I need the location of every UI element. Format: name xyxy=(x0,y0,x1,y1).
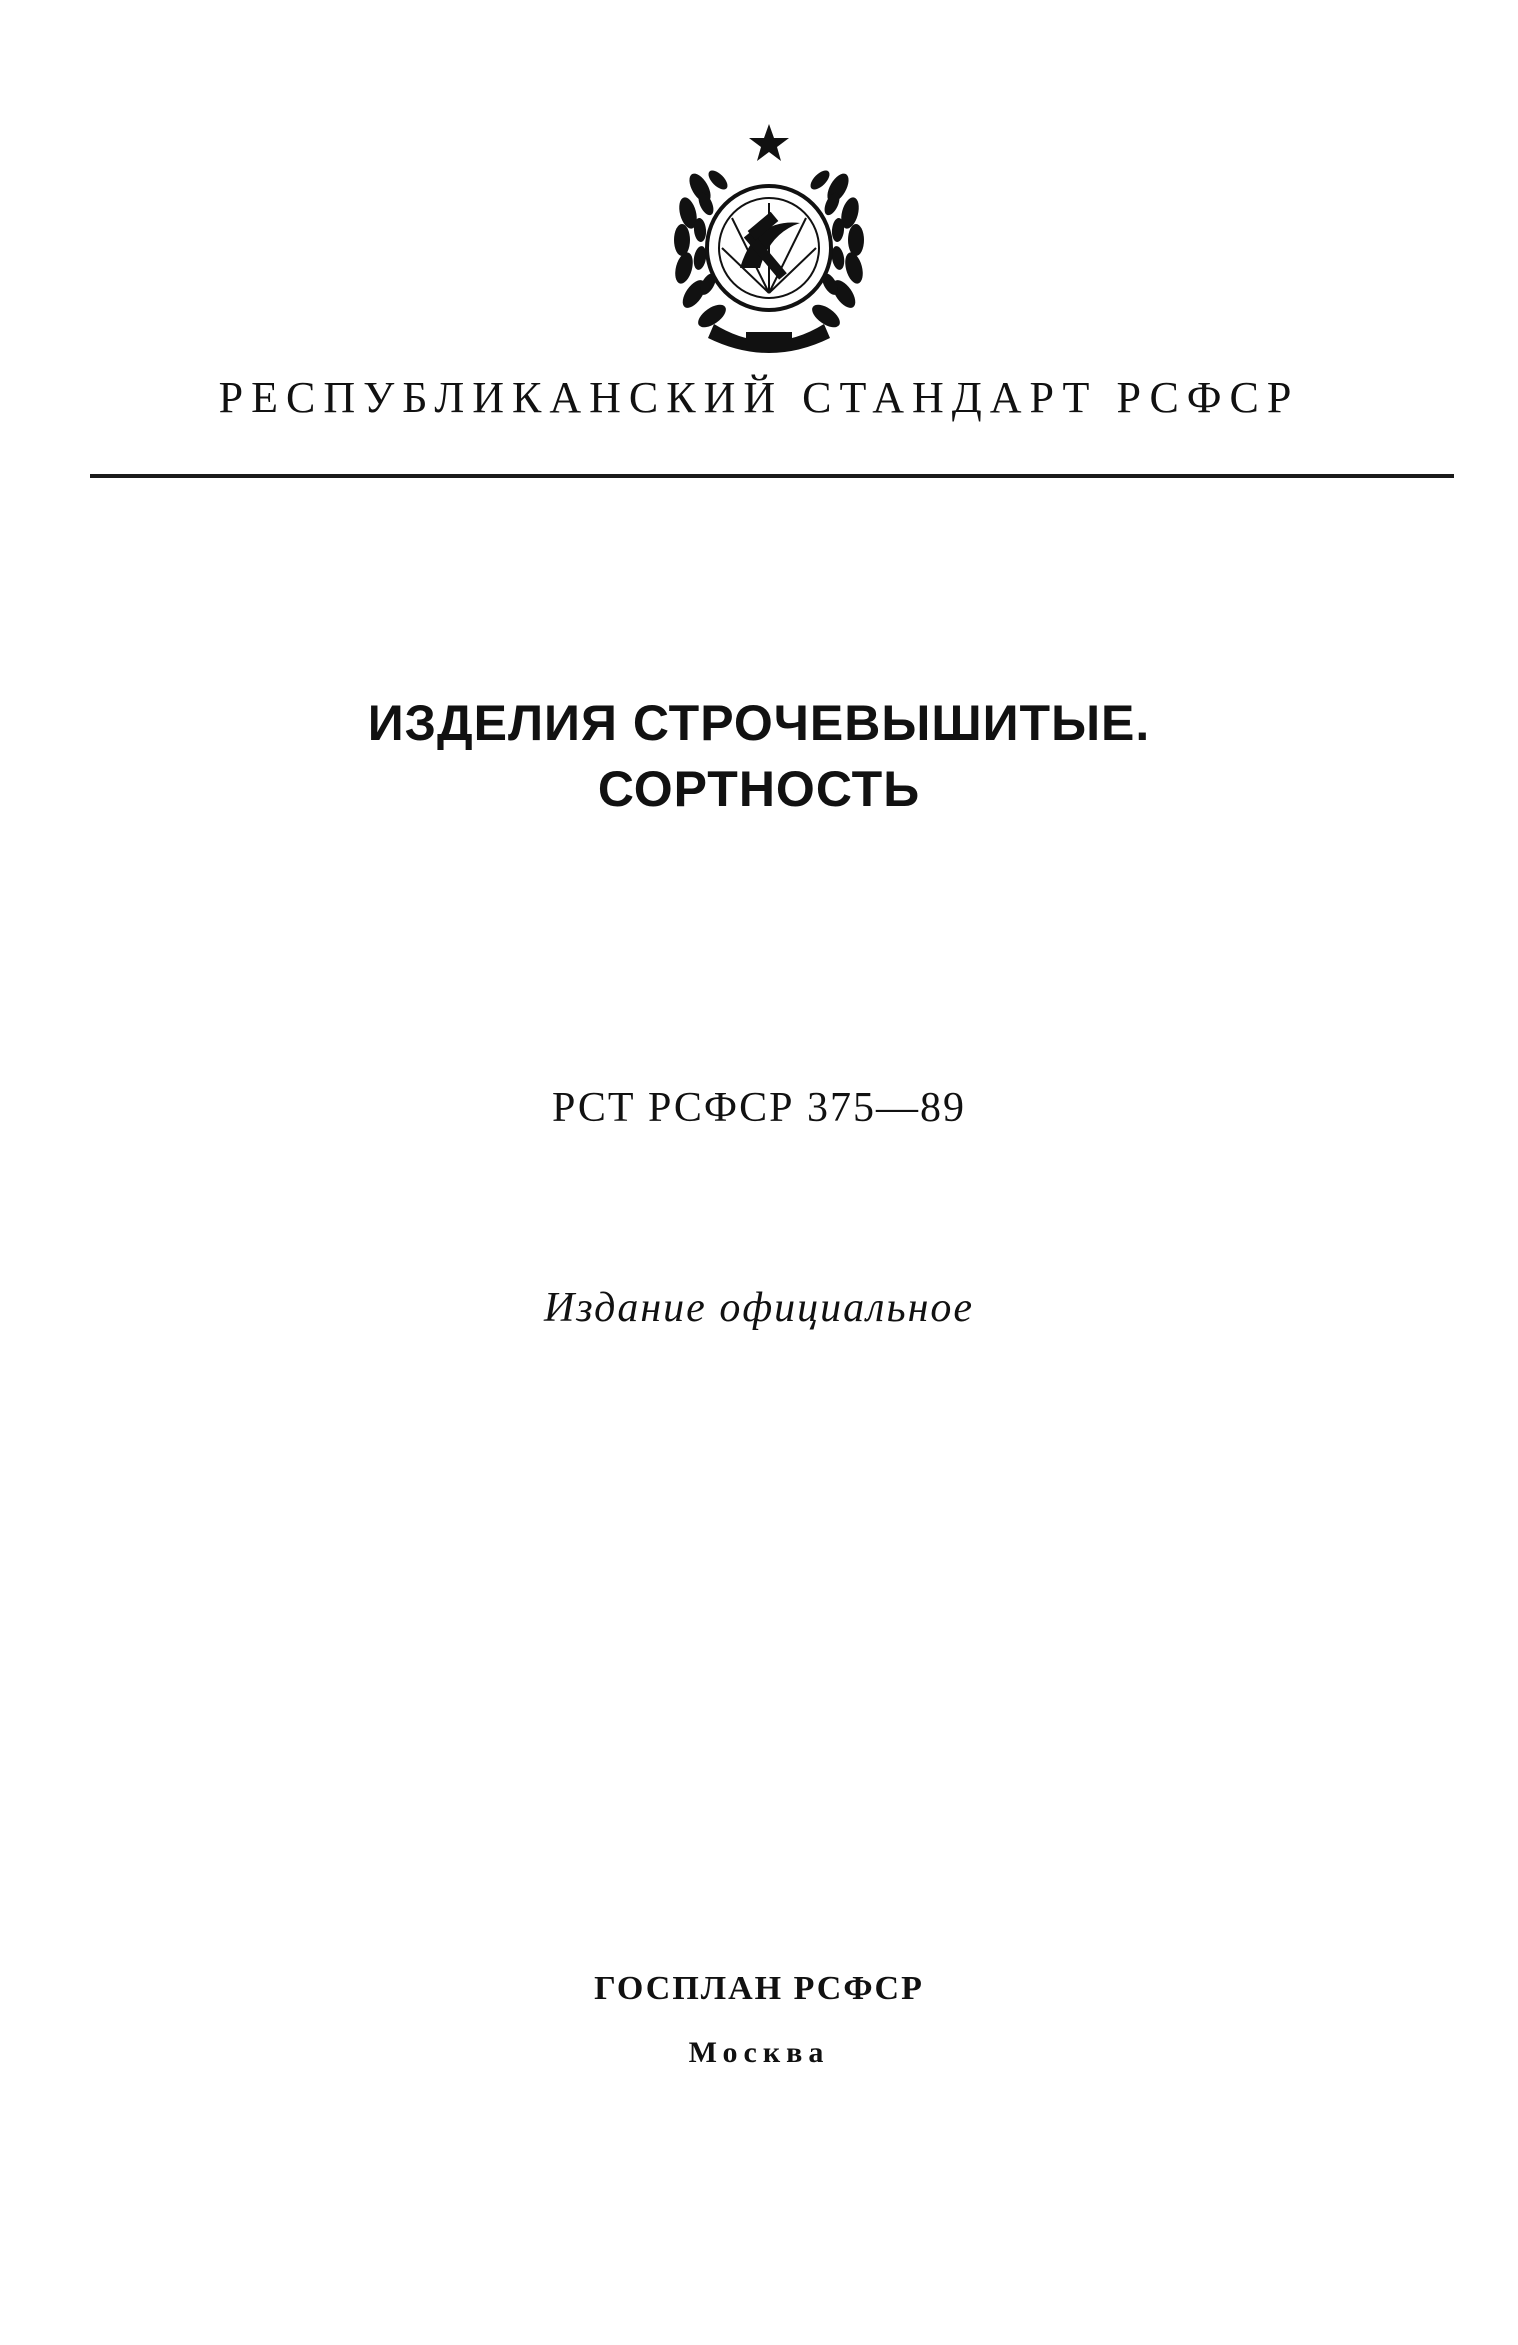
standard-designation: РСТ РСФСР 375—89 xyxy=(552,1085,966,1131)
horizontal-divider xyxy=(90,474,1454,478)
document-title xyxy=(0,690,1518,822)
publication-city: Москва xyxy=(688,2036,830,2069)
edition-note: Издание официальное xyxy=(543,1285,975,1331)
rsfsr-coat-of-arms-icon xyxy=(660,118,878,360)
standard-series-heading: РЕСПУБЛИКАНСКИЙ СТАНДАРТ РСФСР xyxy=(218,373,1300,422)
document-title-line-1: ИЗДЕЛИЯ СТРОЧЕВЫШИТЫЕ. xyxy=(367,695,1151,751)
document-title-line-2: СОРТНОСТЬ xyxy=(597,761,921,817)
publisher-name: ГОСПЛАН РСФСР xyxy=(594,1970,924,2007)
